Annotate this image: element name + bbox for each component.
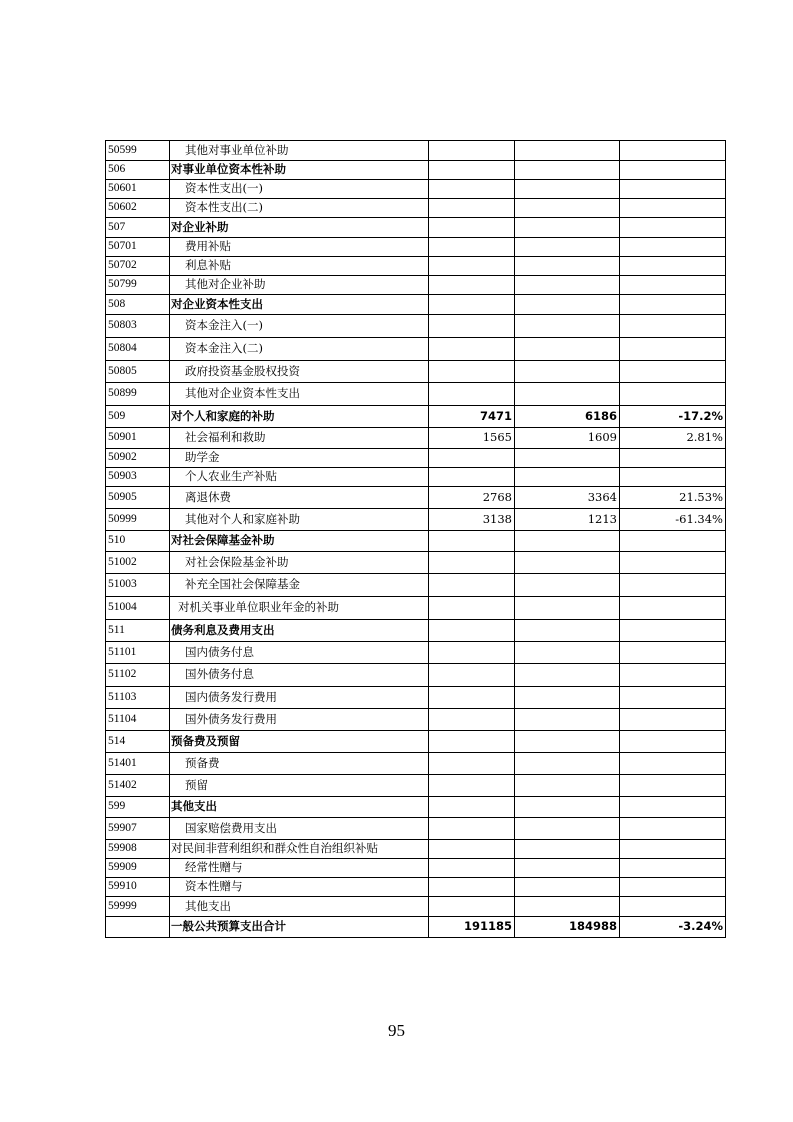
row-change	[620, 218, 726, 238]
row-code: 51002	[106, 552, 170, 574]
row-name: 其他对个人和家庭补助	[170, 509, 429, 531]
row-code: 59908	[106, 840, 170, 859]
row-name: 补充全国社会保障基金	[170, 574, 429, 597]
table-row	[106, 687, 726, 709]
row-code: 510	[106, 531, 170, 552]
row-name: 政府投资基金股权投资	[170, 361, 429, 383]
row-value-2	[515, 797, 620, 818]
table-row	[106, 859, 726, 878]
row-value-1	[429, 709, 515, 731]
row-code: 51401	[106, 753, 170, 775]
row-code: 50599	[106, 141, 170, 161]
row-value-2	[515, 276, 620, 295]
row-value-1	[429, 859, 515, 878]
row-change	[620, 161, 726, 180]
row-change	[620, 840, 726, 859]
row-value-2	[515, 709, 620, 731]
table-row	[106, 574, 726, 597]
row-code: 59907	[106, 818, 170, 840]
row-code: 50905	[106, 487, 170, 509]
row-name: 费用补贴	[170, 238, 429, 257]
row-code: 51402	[106, 775, 170, 797]
row-value-2	[515, 315, 620, 338]
row-name: 国外债务付息	[170, 664, 429, 687]
table-row	[106, 315, 726, 338]
table-row	[106, 897, 726, 917]
row-value-2	[515, 257, 620, 276]
row-name: 资本性赠与	[170, 878, 429, 897]
row-change	[620, 797, 726, 818]
row-code: 50601	[106, 180, 170, 199]
row-code: 51003	[106, 574, 170, 597]
row-name: 预留	[170, 775, 429, 797]
row-value-1	[429, 257, 515, 276]
row-value-1	[429, 775, 515, 797]
row-name: 预备费	[170, 753, 429, 775]
table-row	[106, 428, 726, 449]
row-name: 其他对企业补助	[170, 276, 429, 295]
table-row	[106, 276, 726, 295]
row-code: 50602	[106, 199, 170, 218]
row-code: 59999	[106, 897, 170, 917]
row-change	[620, 449, 726, 468]
row-change	[620, 687, 726, 709]
row-code: 51102	[106, 664, 170, 687]
row-change	[620, 709, 726, 731]
row-value-2: 1213	[515, 509, 620, 531]
row-change	[620, 552, 726, 574]
row-code: 51103	[106, 687, 170, 709]
row-value-2	[515, 897, 620, 917]
table-row	[106, 361, 726, 383]
row-name: 资本金注入(一)	[170, 315, 429, 338]
row-name: 其他对企业资本性支出	[170, 383, 429, 406]
row-value-1: 2768	[429, 487, 515, 509]
row-change	[620, 731, 726, 753]
row-code: 506	[106, 161, 170, 180]
table-row	[106, 257, 726, 276]
row-code: 51101	[106, 642, 170, 664]
row-value-1: 191185	[429, 917, 515, 938]
row-change	[620, 276, 726, 295]
row-code: 50803	[106, 315, 170, 338]
row-value-2	[515, 383, 620, 406]
row-name: 对民间非营利组织和群众性自治组织补贴	[170, 840, 429, 859]
table-category-row	[106, 620, 726, 642]
row-value-1	[429, 642, 515, 664]
row-change	[620, 315, 726, 338]
row-code: 509	[106, 406, 170, 428]
row-value-2	[515, 818, 620, 840]
table-row	[106, 840, 726, 859]
row-value-2	[515, 859, 620, 878]
row-name: 债务利息及费用支出	[170, 620, 429, 642]
table-row	[106, 818, 726, 840]
row-value-2	[515, 468, 620, 487]
row-value-1	[429, 468, 515, 487]
row-value-1	[429, 531, 515, 552]
row-name: 一般公共预算支出合计	[170, 917, 429, 938]
row-name: 国内债务发行费用	[170, 687, 429, 709]
row-name: 利息补贴	[170, 257, 429, 276]
row-name: 国内债务付息	[170, 642, 429, 664]
table-row	[106, 468, 726, 487]
table-row	[106, 709, 726, 731]
table-row	[106, 199, 726, 218]
row-name: 对企业资本性支出	[170, 295, 429, 315]
row-value-2	[515, 449, 620, 468]
row-code: 50902	[106, 449, 170, 468]
table-category-row	[106, 218, 726, 238]
row-change: 21.53%	[620, 487, 726, 509]
row-value-1	[429, 361, 515, 383]
row-name: 对社会保险基金补助	[170, 552, 429, 574]
row-value-2	[515, 531, 620, 552]
row-change	[620, 531, 726, 552]
table-row	[106, 664, 726, 687]
row-value-2	[515, 552, 620, 574]
row-value-1	[429, 449, 515, 468]
row-value-1	[429, 338, 515, 361]
row-change	[620, 878, 726, 897]
row-change: -61.34%	[620, 509, 726, 531]
row-value-2	[515, 597, 620, 620]
row-change	[620, 597, 726, 620]
row-name: 对机关事业单位职业年金的补助	[170, 597, 429, 620]
row-change	[620, 775, 726, 797]
row-name: 其他对事业单位补助	[170, 141, 429, 161]
row-value-2	[515, 161, 620, 180]
table-row	[106, 238, 726, 257]
row-change	[620, 664, 726, 687]
row-code: 59910	[106, 878, 170, 897]
row-code: 507	[106, 218, 170, 238]
row-code: 50805	[106, 361, 170, 383]
row-value-1	[429, 753, 515, 775]
table-row	[106, 775, 726, 797]
row-value-1	[429, 574, 515, 597]
row-code: 508	[106, 295, 170, 315]
table-row	[106, 753, 726, 775]
row-value-1	[429, 797, 515, 818]
row-change: 2.81%	[620, 428, 726, 449]
row-value-2	[515, 361, 620, 383]
row-value-1	[429, 141, 515, 161]
table-total-row	[106, 917, 726, 938]
row-value-2	[515, 295, 620, 315]
row-code: 511	[106, 620, 170, 642]
row-code: 50999	[106, 509, 170, 531]
row-code: 50799	[106, 276, 170, 295]
row-name: 对事业单位资本性补助	[170, 161, 429, 180]
row-name: 资本性支出(一)	[170, 180, 429, 199]
row-name: 对个人和家庭的补助	[170, 406, 429, 428]
row-value-2	[515, 775, 620, 797]
row-value-2	[515, 574, 620, 597]
table-category-row	[106, 161, 726, 180]
row-value-2	[515, 731, 620, 753]
row-name: 社会福利和救助	[170, 428, 429, 449]
row-value-1	[429, 731, 515, 753]
budget-expenditure-table	[105, 140, 726, 938]
row-code: 50701	[106, 238, 170, 257]
page-number: 95	[388, 1021, 405, 1040]
row-change	[620, 257, 726, 276]
row-change	[620, 897, 726, 917]
row-value-2	[515, 642, 620, 664]
table-category-row	[106, 797, 726, 818]
row-name: 其他支出	[170, 797, 429, 818]
row-value-1	[429, 295, 515, 315]
row-value-2	[515, 620, 620, 642]
row-value-1	[429, 383, 515, 406]
row-value-1	[429, 180, 515, 199]
row-code	[106, 917, 170, 938]
row-value-1	[429, 218, 515, 238]
row-value-2: 1609	[515, 428, 620, 449]
row-value-2	[515, 753, 620, 775]
row-value-1	[429, 315, 515, 338]
row-value-1	[429, 664, 515, 687]
table-row	[106, 180, 726, 199]
table-row	[106, 487, 726, 509]
row-value-2	[515, 840, 620, 859]
row-code: 50702	[106, 257, 170, 276]
row-name: 经常性赠与	[170, 859, 429, 878]
row-change	[620, 383, 726, 406]
row-value-1: 3138	[429, 509, 515, 531]
row-value-1	[429, 597, 515, 620]
row-value-1	[429, 552, 515, 574]
row-value-2: 3364	[515, 487, 620, 509]
row-value-1	[429, 687, 515, 709]
row-value-2	[515, 180, 620, 199]
row-name: 国家赔偿费用支出	[170, 818, 429, 840]
row-name: 个人农业生产补贴	[170, 468, 429, 487]
row-change	[620, 468, 726, 487]
row-change	[620, 818, 726, 840]
row-change	[620, 620, 726, 642]
row-value-2	[515, 338, 620, 361]
row-value-2	[515, 687, 620, 709]
row-name: 对企业补助	[170, 218, 429, 238]
row-value-1: 1565	[429, 428, 515, 449]
table-row	[106, 878, 726, 897]
row-value-2: 184988	[515, 917, 620, 938]
row-value-1	[429, 238, 515, 257]
row-code: 51004	[106, 597, 170, 620]
table-row	[106, 597, 726, 620]
table-row	[106, 383, 726, 406]
row-name: 资本性支出(二)	[170, 199, 429, 218]
row-change	[620, 338, 726, 361]
table-category-row	[106, 295, 726, 315]
row-change: -17.2%	[620, 406, 726, 428]
table-row	[106, 338, 726, 361]
row-value-1	[429, 620, 515, 642]
row-name: 离退休费	[170, 487, 429, 509]
row-change	[620, 141, 726, 161]
row-change	[620, 361, 726, 383]
table-row	[106, 642, 726, 664]
row-code: 50899	[106, 383, 170, 406]
row-value-2	[515, 664, 620, 687]
table-category-row	[106, 731, 726, 753]
table-row	[106, 141, 726, 161]
row-code: 59909	[106, 859, 170, 878]
row-name: 其他支出	[170, 897, 429, 917]
row-value-2: 6186	[515, 406, 620, 428]
row-code: 50903	[106, 468, 170, 487]
row-name: 国外债务发行费用	[170, 709, 429, 731]
row-value-1	[429, 897, 515, 917]
row-value-1	[429, 199, 515, 218]
row-name: 助学金	[170, 449, 429, 468]
row-name: 对社会保障基金补助	[170, 531, 429, 552]
row-code: 51104	[106, 709, 170, 731]
row-name: 预备费及预留	[170, 731, 429, 753]
row-value-1	[429, 818, 515, 840]
row-value-1	[429, 161, 515, 180]
row-code: 599	[106, 797, 170, 818]
table-category-row	[106, 406, 726, 428]
row-change	[620, 574, 726, 597]
row-value-2	[515, 218, 620, 238]
table-row	[106, 509, 726, 531]
row-value-1	[429, 276, 515, 295]
row-change	[620, 753, 726, 775]
row-value-1	[429, 840, 515, 859]
row-value-2	[515, 878, 620, 897]
row-change	[620, 199, 726, 218]
row-change	[620, 642, 726, 664]
row-code: 514	[106, 731, 170, 753]
row-change: -3.24%	[620, 917, 726, 938]
row-value-1	[429, 878, 515, 897]
row-code: 50901	[106, 428, 170, 449]
table-row	[106, 449, 726, 468]
row-value-2	[515, 141, 620, 161]
row-change	[620, 295, 726, 315]
row-change	[620, 859, 726, 878]
row-change	[620, 180, 726, 199]
table-row	[106, 552, 726, 574]
row-code: 50804	[106, 338, 170, 361]
row-value-2	[515, 238, 620, 257]
row-name: 资本金注入(二)	[170, 338, 429, 361]
row-value-2	[515, 199, 620, 218]
row-change	[620, 238, 726, 257]
table-category-row	[106, 531, 726, 552]
row-value-1: 7471	[429, 406, 515, 428]
